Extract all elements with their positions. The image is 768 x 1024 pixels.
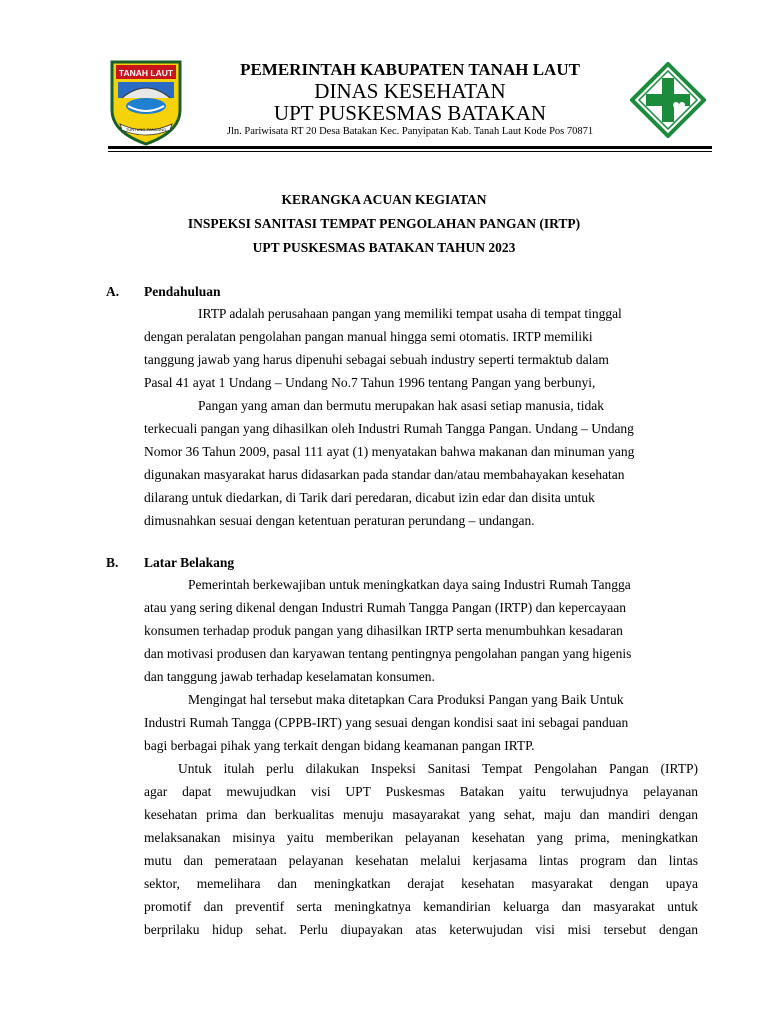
emblem-ribbon-text: TUNTUNG PANDANG — [125, 127, 167, 132]
text-line: bagi berbagai pihak yang terkait dengan bidang keamanan pangan IRTP. — [144, 738, 535, 753]
text-line: dan motivasi produsen dan karyawan tentang pentingnya pengolahan pangan yang higenis — [144, 646, 632, 661]
letterhead-government-name: PEMERINTAH KABUPATEN TANAH LAUT — [240, 60, 580, 79]
section-b-letter: B. — [106, 555, 119, 570]
letterhead-address: Jln. Pariwisata RT 20 Desa Batakan Kec. Panyipatan Kab. Tanah Laut Kode Pos 70871 — [226, 126, 594, 137]
letterhead-thin-rule — [108, 151, 712, 152]
document-title-line2: INSPEKSI SANITASI TEMPAT PENGOLAHAN PANGAN (IRTP) — [187, 216, 581, 231]
text-line: Pemerintah berkewajiban untuk meningkatkan daya saing Industri Rumah Tangga — [188, 577, 631, 592]
section-a-paragraph-2 — [144, 394, 698, 532]
section-b-paragraph-1 — [144, 573, 698, 688]
text-line: dilarang untuk diedarkan, di Tarik dari peredaran, dicabut izin edar dan disita untuk — [144, 490, 595, 505]
text-line: sektor, memelihara dan meningkatkan derajat kesehatan masyarakat dengan upaya — [144, 876, 698, 891]
section-a-heading: Pendahuluan — [144, 284, 221, 299]
text-line: dan tanggung jawab terhadap keselamatan konsumen. — [144, 669, 435, 684]
text-line: melaksanakan misinya yaitu memberikan pelayanan kesehatan yang prima, meningkatkan — [144, 830, 698, 845]
section-b-paragraph-2 — [144, 688, 698, 757]
text-line: promotif dan preventif serta meningkatnya kemandirian keluarga dan masyarakat untuk — [144, 899, 698, 914]
text-line: tanggung jawab yang harus dipenuhi sebagai sebuah industry seperti termaktub dalam — [144, 352, 609, 367]
text-line: agar dapat mewujudkan visi UPT Puskesmas Batakan yaitu terwujudnya pelayanan — [144, 784, 698, 799]
section-b-paragraph-3 — [144, 757, 698, 941]
letterhead — [0, 0, 768, 150]
text-line: IRTP adalah perusahaan pangan yang memiliki tempat usaha di tempat tinggal — [198, 306, 622, 321]
text-line: Untuk itulah perlu dilakukan Inspeksi Sanitasi Tempat Pengolahan Pangan (IRTP) — [178, 761, 698, 776]
tanah-laut-emblem-logo — [108, 58, 184, 146]
text-line: digunakan masyarakat harus didasarkan pada standar dan/atau membahayakan kesehatan — [144, 467, 625, 482]
text-line: konsumen terhadap produk pangan yang dihasilkan IRTP serta menumbuhkan kesadaran — [144, 623, 623, 638]
section-a-letter: A. — [106, 284, 120, 299]
puskesmas-logo — [630, 62, 706, 138]
text-line: Pasal 41 ayat 1 Undang – Undang No.7 Tahun 1996 tentang Pangan yang berbunyi, — [144, 375, 596, 390]
text-line: dengan peralatan pengolahan pangan manual hingga semi otomatis. IRTP memiliki — [144, 329, 593, 344]
emblem-title-text: TANAH LAUT — [118, 68, 174, 78]
document-title-line3: UPT PUSKESMAS BATAKAN TAHUN 2023 — [252, 240, 516, 255]
text-line: kesehatan prima dan berkualitas menuju masayarakat yang sehat, maju dan mandiri dengan — [144, 807, 698, 822]
section-a-paragraph-1 — [144, 302, 698, 394]
text-line: Pangan yang aman dan bermutu merupakan hak asasi setiap manusia, tidak — [198, 398, 605, 413]
text-line: Industri Rumah Tangga (CPPB-IRT) yang sesuai dengan kondisi saat ini sebagai panduan — [144, 715, 629, 730]
letterhead-department-name: DINAS KESEHATAN — [314, 79, 506, 103]
letterhead-thick-rule — [108, 146, 712, 149]
text-line: mutu dan pemerataan pelayanan kesehatan melalui kerjasama lintas program dan lintas — [144, 853, 698, 868]
letterhead-puskesmas-name: UPT PUSKESMAS BATAKAN — [273, 101, 547, 125]
section-b-heading: Latar Belakang — [144, 555, 235, 570]
document-title-line1: KERANGKA ACUAN KEGIATAN — [281, 192, 487, 207]
text-line: berprilaku hidup sehat. Perlu diupayakan atas keterwujudan visi misi tersebut dengan — [144, 922, 698, 937]
text-line: Nomor 36 Tahun 2009, pasal 111 ayat (1) menyatakan bahwa makanan dan minuman yang — [144, 444, 635, 459]
text-line: atau yang sering dikenal dengan Industri Rumah Tangga Pangan (IRTP) dan kepercayaan — [144, 600, 626, 615]
text-line: terkecuali pangan yang dihasilkan oleh Industri Rumah Tangga Pangan. Undang – Undang — [144, 421, 634, 436]
text-line: dimusnahkan sesuai dengan ketentuan peraturan perundang – undangan. — [144, 513, 535, 528]
text-line: Mengingat hal tersebut maka ditetapkan Cara Produksi Pangan yang Baik Untuk — [188, 692, 624, 707]
